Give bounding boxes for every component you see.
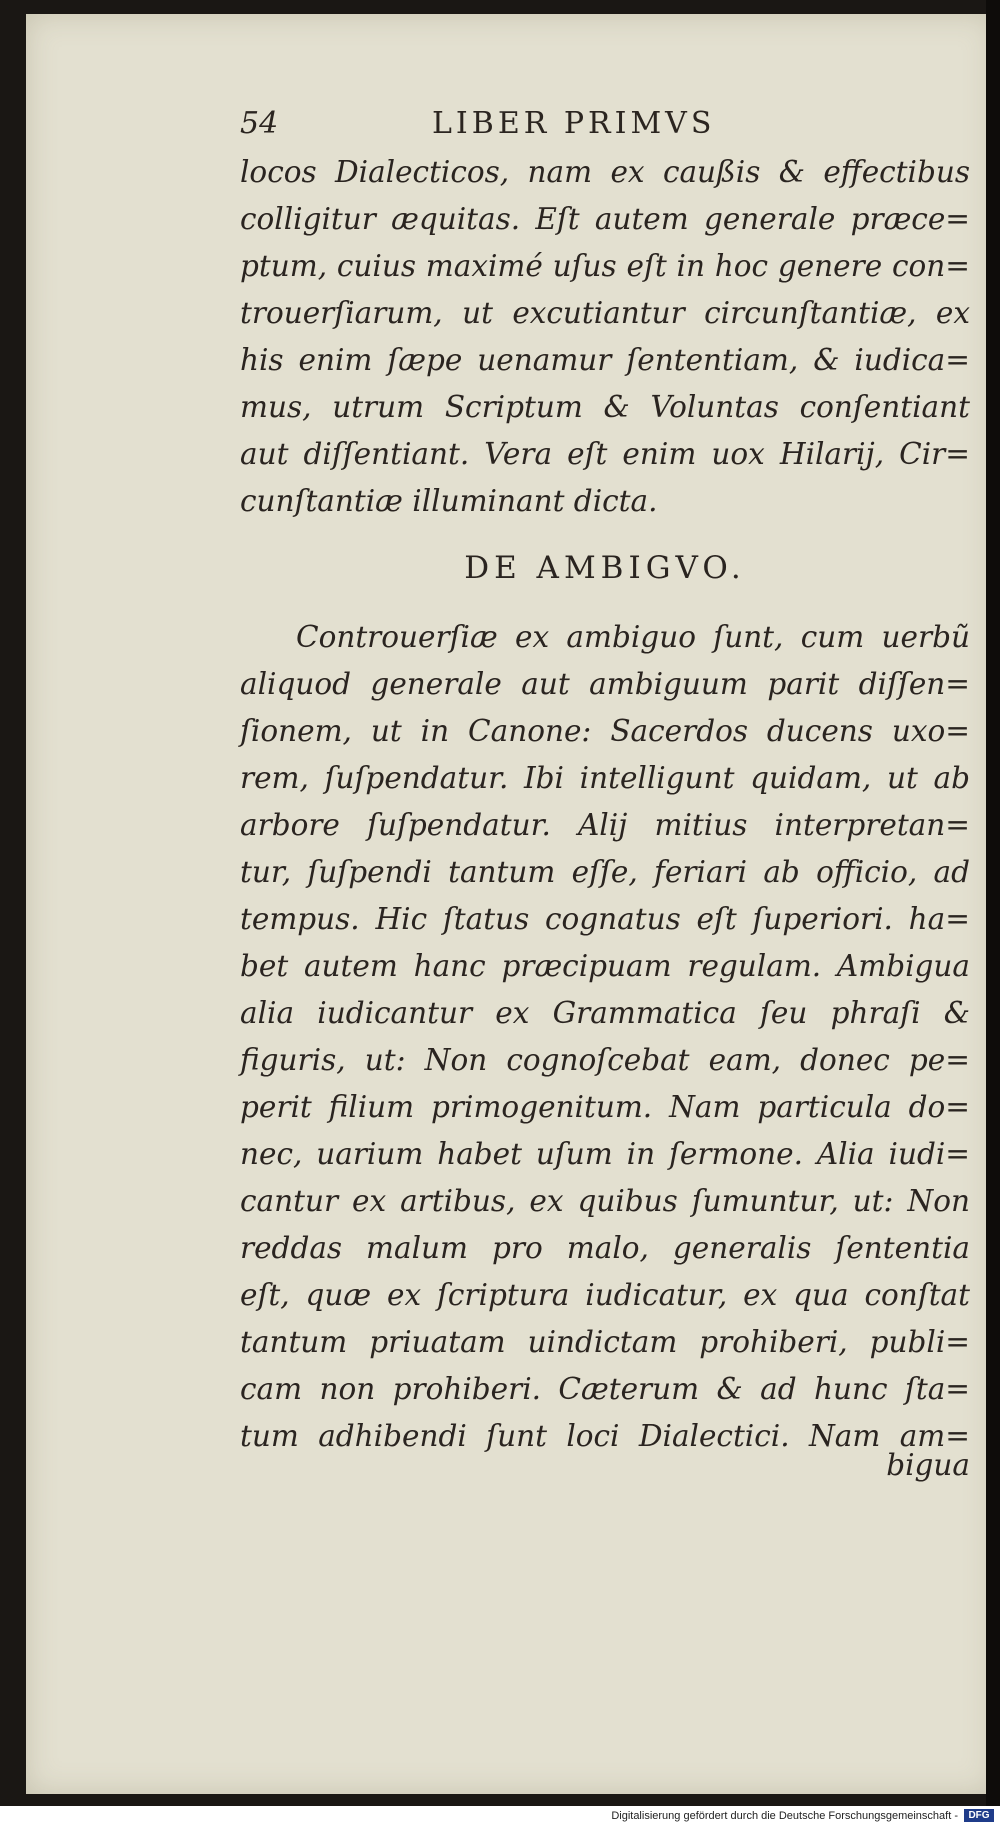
funding-credit: Digitalisierung gefördert durch die Deutsche Forschungsgemeinschaft - — [611, 1810, 958, 1822]
text-line: rem, ſuſpendatur. Ibi intelligunt quidam, ut ab — [240, 761, 970, 795]
text-line: arbore ſuſpendatur. Alij mitius interpretan= — [240, 808, 970, 842]
text-line: alia iudicantur ex Grammatica ſeu phraſi & — [240, 996, 970, 1030]
text-line: bet autem hanc præcipuam regulam. Ambigua — [240, 949, 970, 983]
text-line: ſionem, ut in Canone: Sacerdos ducens uxo= — [240, 714, 970, 748]
text-line: nec, uarium habet uſum in ſermone. Alia iudi= — [240, 1137, 970, 1171]
section-heading: DE AMBIGVO. — [464, 550, 746, 586]
page-header — [240, 106, 780, 146]
text-line: aliquod generale aut ambiguum parit diſſen= — [240, 667, 970, 701]
text-line: ptum, cuius maximé uſus eſt in hoc genere con= — [240, 249, 970, 283]
footer-bar — [0, 1806, 1000, 1827]
text-line: colligitur æquitas. Eſt autem generale præce= — [240, 202, 970, 236]
text-line: tantum priuatam uindictam prohiberi, publi= — [240, 1325, 970, 1359]
text-block-top — [240, 149, 970, 525]
text-line: his enim ſæpe uenamur ſententiam, & iudica= — [240, 343, 970, 377]
page-number: 54 — [240, 106, 279, 141]
text-line: mus, utrum Scriptum & Voluntas conſentiant — [240, 390, 970, 424]
text-line: figuris, ut: Non cognoſcebat eam, donec pe= — [240, 1043, 970, 1077]
text-line: Controuerſiæ ex ambiguo ſunt, cum uerbũ — [296, 620, 970, 654]
text-line: locos Dialecticos, nam ex caußis & effectibus — [240, 155, 970, 189]
text-line: aut diſſentiant. Vera eſt enim uox Hilarij, Cir= — [240, 437, 970, 471]
catchword: bigua — [886, 1448, 970, 1482]
text-line: perit filium primogenitum. Nam particula do= — [240, 1090, 970, 1124]
text-line: cunſtantiæ illuminant dicta. — [240, 484, 658, 518]
text-block-body — [240, 614, 970, 1460]
running-head: LIBER PRIMVS — [432, 106, 716, 141]
text-line: reddas malum pro malo, generalis ſententia — [240, 1231, 970, 1265]
text-line: trouerſiarum, ut excutiantur circunſtantiæ, ex — [240, 296, 970, 330]
text-line: tur, ſuſpendi tantum eſſe, feriari ab officio, ad — [240, 855, 970, 889]
text-line: cam non prohiberi. Cæterum & ad hunc ſta= — [240, 1372, 970, 1406]
text-line: tempus. Hic ſtatus cognatus eſt ſuperiori. ha= — [240, 902, 970, 936]
dfg-logo: DFG — [964, 1809, 994, 1822]
text-line: eſt, quæ ex ſcriptura iudicatur, ex qua conſtat — [240, 1278, 970, 1312]
text-line: tum adhibendi ſunt loci Dialectici. Nam am= — [240, 1419, 970, 1453]
text-line: cantur ex artibus, ex quibus ſumuntur, ut: Non — [240, 1184, 970, 1218]
book-edge — [986, 0, 1000, 1806]
